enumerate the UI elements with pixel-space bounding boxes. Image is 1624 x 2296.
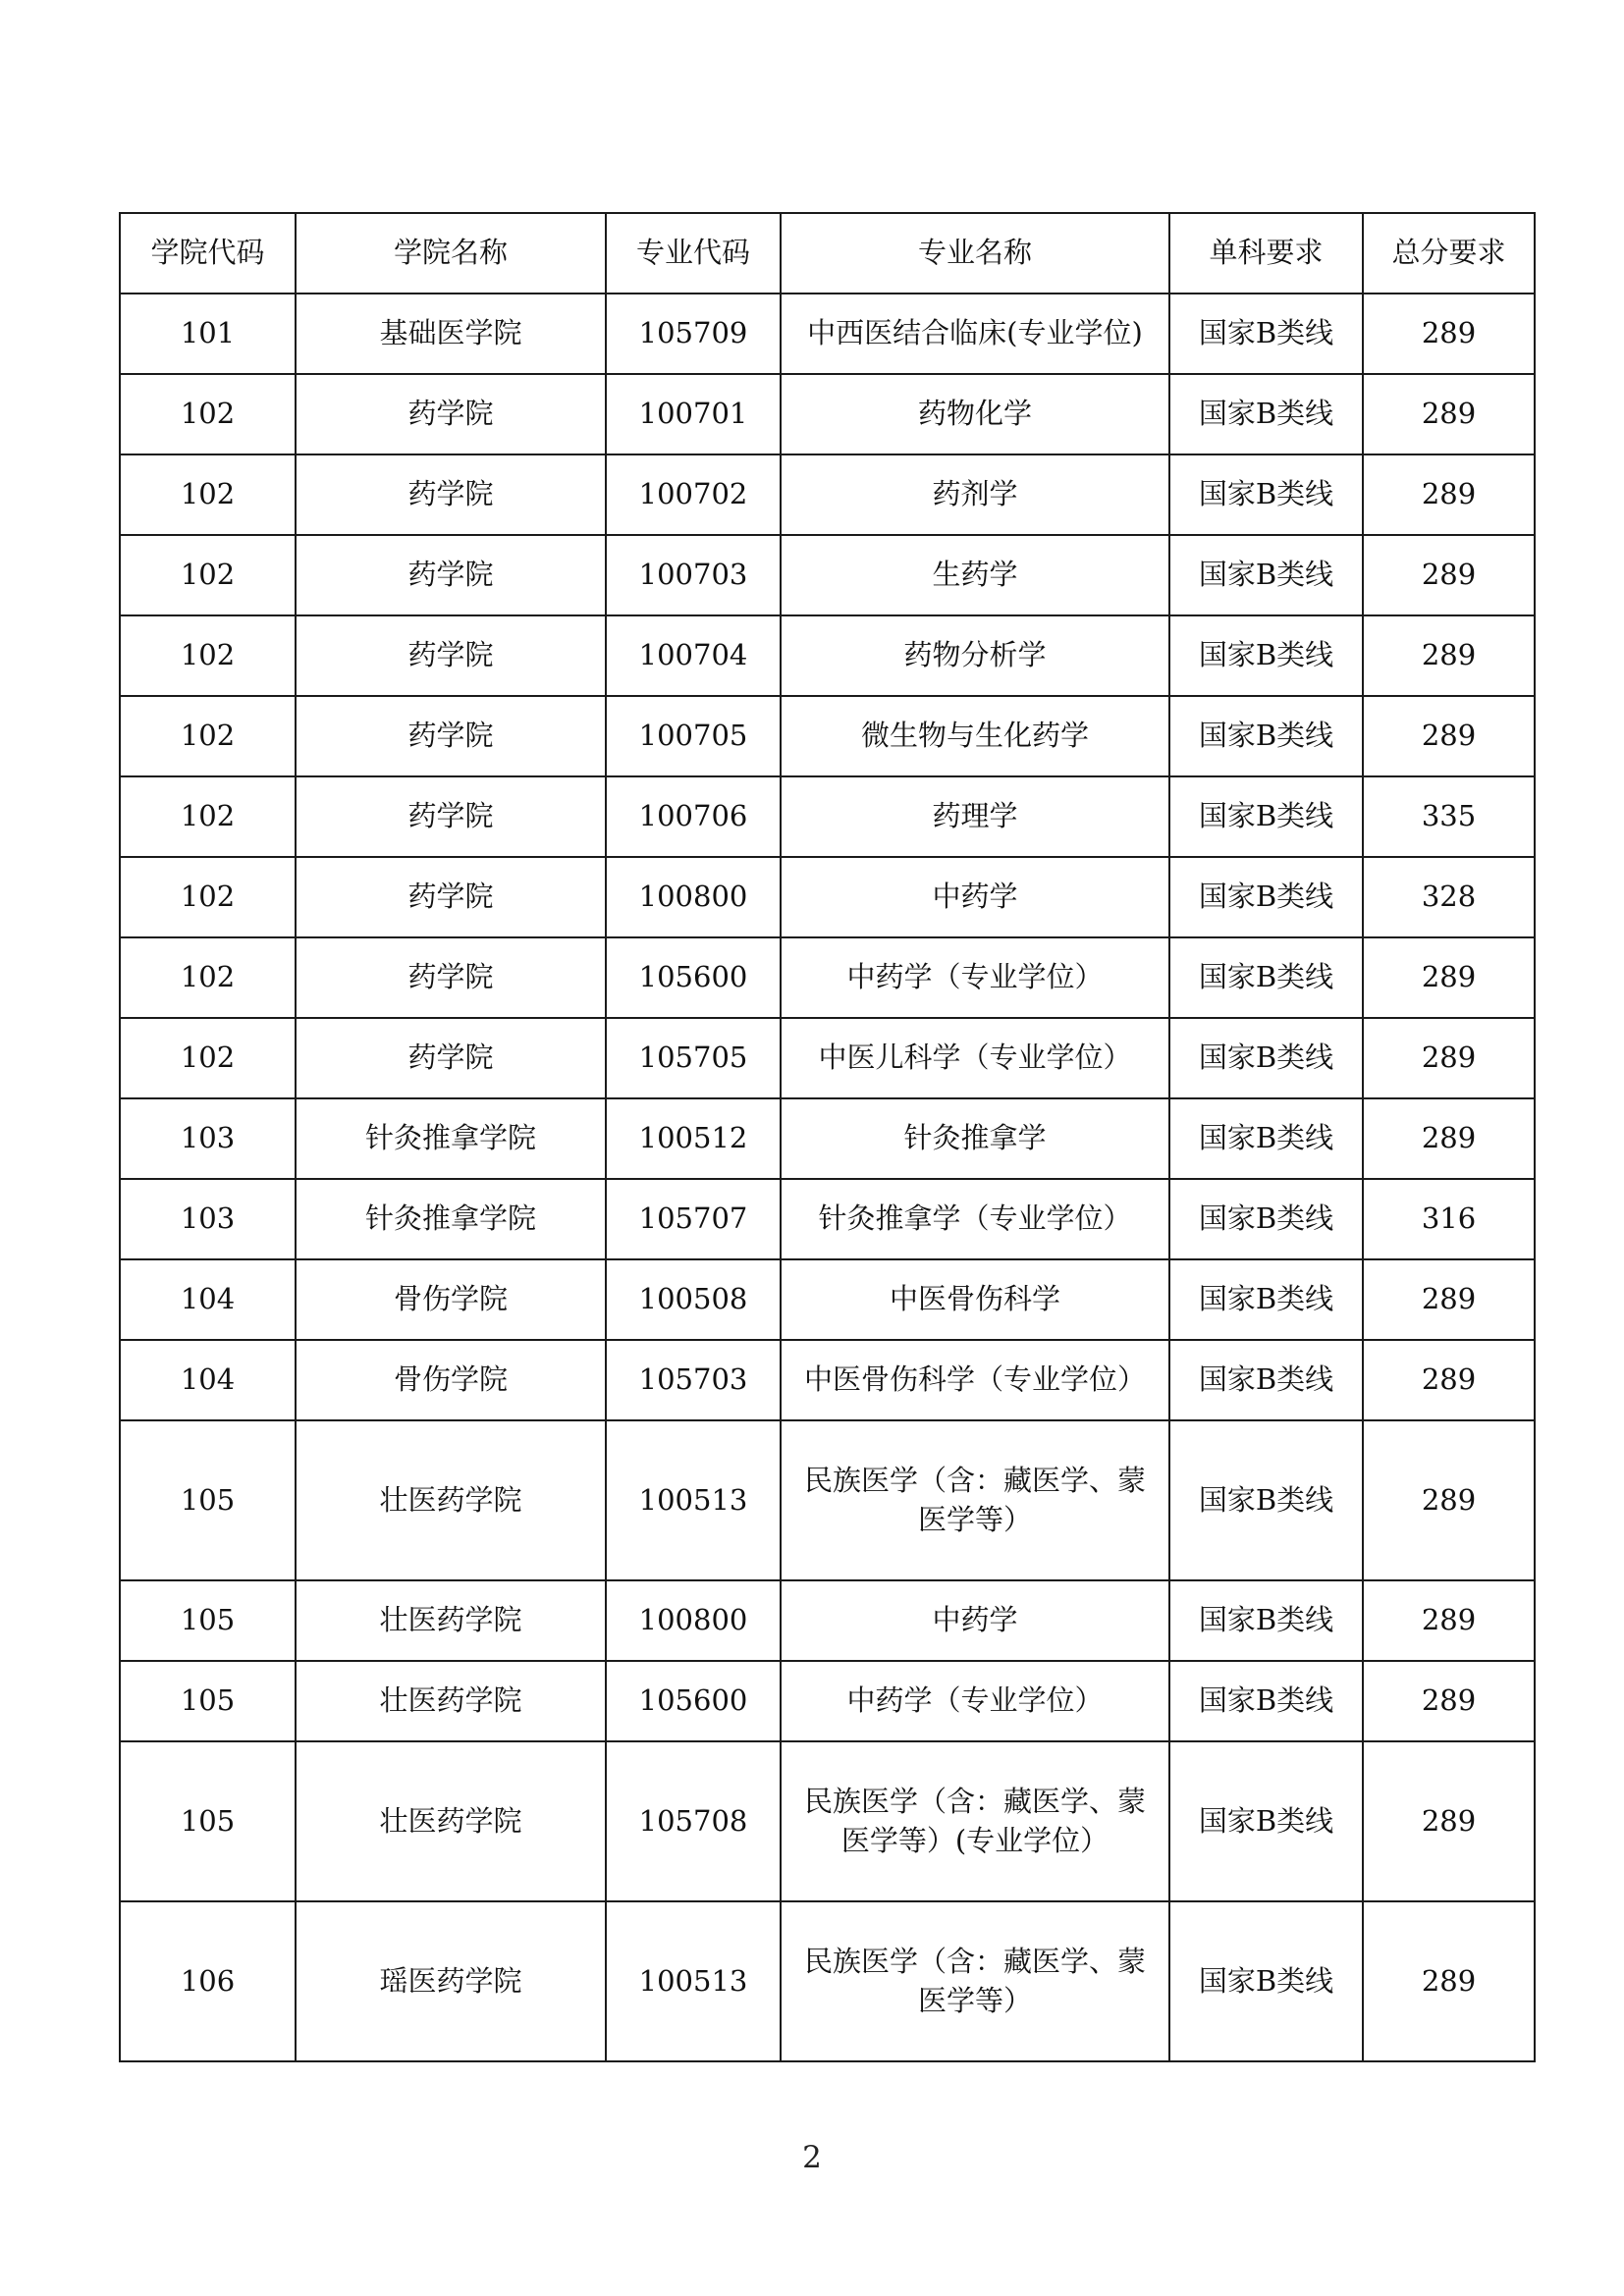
- cell-major-code: 100703: [606, 535, 781, 615]
- cell-single-requirement: 国家B类线: [1169, 776, 1363, 857]
- cell-major-name: 中医骨伤科学: [781, 1259, 1169, 1340]
- cell-total-requirement: 289: [1363, 615, 1535, 696]
- cell-total-requirement: 289: [1363, 1661, 1535, 1741]
- table-row: [120, 1340, 1535, 1420]
- cell-major-code: 105600: [606, 937, 781, 1018]
- cell-major-name: 药物化学: [781, 374, 1169, 454]
- header-major-code: 专业代码: [606, 213, 781, 294]
- header-single-requirement: 单科要求: [1169, 213, 1363, 294]
- cell-major-code: 100706: [606, 776, 781, 857]
- table-row: [120, 1018, 1535, 1098]
- cell-college-code: 105: [120, 1420, 296, 1580]
- cell-total-requirement: 289: [1363, 1741, 1535, 1901]
- cell-total-requirement: 316: [1363, 1179, 1535, 1259]
- cell-major-name: 中西医结合临床(专业学位): [781, 294, 1169, 374]
- cell-college-name: 药学院: [296, 535, 606, 615]
- cell-single-requirement: 国家B类线: [1169, 1259, 1363, 1340]
- cell-single-requirement: 国家B类线: [1169, 535, 1363, 615]
- cell-total-requirement: 289: [1363, 1901, 1535, 2061]
- table-row: [120, 857, 1535, 937]
- table-row: [120, 696, 1535, 776]
- header-college-code: 学院代码: [120, 213, 296, 294]
- cell-major-name: 中药学（专业学位）: [781, 937, 1169, 1018]
- table-row: [120, 535, 1535, 615]
- cell-college-code: 103: [120, 1098, 296, 1179]
- cell-total-requirement: 289: [1363, 937, 1535, 1018]
- admission-score-table: [119, 212, 1536, 2062]
- cell-total-requirement: 289: [1363, 294, 1535, 374]
- cell-total-requirement: 289: [1363, 1580, 1535, 1661]
- cell-major-code: 100508: [606, 1259, 781, 1340]
- cell-major-code: 100513: [606, 1901, 781, 2061]
- cell-single-requirement: 国家B类线: [1169, 1179, 1363, 1259]
- cell-college-code: 102: [120, 535, 296, 615]
- cell-major-name: 民族医学（含：藏医学、蒙医学等）: [781, 1420, 1169, 1580]
- cell-college-name: 药学院: [296, 776, 606, 857]
- cell-single-requirement: 国家B类线: [1169, 1661, 1363, 1741]
- cell-single-requirement: 国家B类线: [1169, 294, 1363, 374]
- cell-college-name: 骨伤学院: [296, 1340, 606, 1420]
- cell-college-code: 102: [120, 937, 296, 1018]
- cell-college-code: 106: [120, 1901, 296, 2061]
- table-row: [120, 1420, 1535, 1580]
- cell-college-name: 药学院: [296, 454, 606, 535]
- cell-major-code: 100702: [606, 454, 781, 535]
- cell-major-code: 105708: [606, 1741, 781, 1901]
- cell-college-code: 102: [120, 615, 296, 696]
- cell-college-name: 壮医药学院: [296, 1661, 606, 1741]
- table-body: [120, 294, 1535, 2061]
- cell-major-code: 100512: [606, 1098, 781, 1179]
- cell-single-requirement: 国家B类线: [1169, 1420, 1363, 1580]
- table-row: [120, 1259, 1535, 1340]
- cell-total-requirement: 289: [1363, 1098, 1535, 1179]
- cell-college-code: 102: [120, 374, 296, 454]
- table-row: [120, 1741, 1535, 1901]
- cell-college-code: 105: [120, 1580, 296, 1661]
- cell-total-requirement: 289: [1363, 1259, 1535, 1340]
- cell-single-requirement: 国家B类线: [1169, 1580, 1363, 1661]
- cell-total-requirement: 289: [1363, 535, 1535, 615]
- cell-college-name: 瑶医药学院: [296, 1901, 606, 2061]
- cell-college-code: 102: [120, 857, 296, 937]
- cell-major-name: 针灸推拿学: [781, 1098, 1169, 1179]
- page-number: 2: [802, 2140, 822, 2175]
- table-row: [120, 1580, 1535, 1661]
- cell-single-requirement: 国家B类线: [1169, 615, 1363, 696]
- cell-college-code: 105: [120, 1661, 296, 1741]
- cell-single-requirement: 国家B类线: [1169, 1901, 1363, 2061]
- cell-single-requirement: 国家B类线: [1169, 696, 1363, 776]
- cell-major-name: 药剂学: [781, 454, 1169, 535]
- cell-major-name: 中药学: [781, 857, 1169, 937]
- cell-major-code: 100800: [606, 1580, 781, 1661]
- cell-college-name: 药学院: [296, 374, 606, 454]
- table-row: [120, 615, 1535, 696]
- cell-single-requirement: 国家B类线: [1169, 1741, 1363, 1901]
- cell-college-code: 102: [120, 776, 296, 857]
- cell-total-requirement: 289: [1363, 696, 1535, 776]
- cell-college-code: 102: [120, 1018, 296, 1098]
- cell-single-requirement: 国家B类线: [1169, 454, 1363, 535]
- table-row: [120, 1661, 1535, 1741]
- cell-total-requirement: 335: [1363, 776, 1535, 857]
- cell-major-name: 中医儿科学（专业学位）: [781, 1018, 1169, 1098]
- cell-major-code: 100800: [606, 857, 781, 937]
- cell-college-code: 102: [120, 696, 296, 776]
- cell-major-code: 105709: [606, 294, 781, 374]
- cell-total-requirement: 289: [1363, 454, 1535, 535]
- cell-college-name: 药学院: [296, 615, 606, 696]
- cell-college-name: 针灸推拿学院: [296, 1098, 606, 1179]
- cell-total-requirement: 328: [1363, 857, 1535, 937]
- cell-major-code: 105600: [606, 1661, 781, 1741]
- cell-major-code: 100701: [606, 374, 781, 454]
- cell-major-code: 100705: [606, 696, 781, 776]
- table-row: [120, 294, 1535, 374]
- cell-college-name: 壮医药学院: [296, 1580, 606, 1661]
- cell-major-name: 微生物与生化药学: [781, 696, 1169, 776]
- cell-total-requirement: 289: [1363, 374, 1535, 454]
- cell-college-code: 103: [120, 1179, 296, 1259]
- cell-college-name: 基础医学院: [296, 294, 606, 374]
- table-row: [120, 454, 1535, 535]
- cell-major-code: 100513: [606, 1420, 781, 1580]
- cell-college-name: 壮医药学院: [296, 1741, 606, 1901]
- cell-major-code: 105703: [606, 1340, 781, 1420]
- cell-single-requirement: 国家B类线: [1169, 374, 1363, 454]
- cell-college-code: 104: [120, 1340, 296, 1420]
- cell-major-code: 100704: [606, 615, 781, 696]
- cell-major-name: 药理学: [781, 776, 1169, 857]
- cell-single-requirement: 国家B类线: [1169, 1340, 1363, 1420]
- table-header-row: [120, 213, 1535, 294]
- header-total-requirement: 总分要求: [1363, 213, 1535, 294]
- cell-total-requirement: 289: [1363, 1018, 1535, 1098]
- cell-major-name: 中医骨伤科学（专业学位）: [781, 1340, 1169, 1420]
- cell-total-requirement: 289: [1363, 1340, 1535, 1420]
- cell-major-name: 民族医学（含：藏医学、蒙医学等）: [781, 1901, 1169, 2061]
- cell-major-name: 药物分析学: [781, 615, 1169, 696]
- header-major-name: 专业名称: [781, 213, 1169, 294]
- cell-college-name: 壮医药学院: [296, 1420, 606, 1580]
- cell-major-name: 民族医学（含：藏医学、蒙医学等）(专业学位）: [781, 1741, 1169, 1901]
- cell-major-name: 针灸推拿学（专业学位）: [781, 1179, 1169, 1259]
- cell-college-name: 药学院: [296, 857, 606, 937]
- table-row: [120, 1098, 1535, 1179]
- table-row: [120, 937, 1535, 1018]
- cell-college-code: 105: [120, 1741, 296, 1901]
- cell-college-code: 101: [120, 294, 296, 374]
- cell-college-code: 102: [120, 454, 296, 535]
- cell-major-name: 中药学: [781, 1580, 1169, 1661]
- cell-single-requirement: 国家B类线: [1169, 1018, 1363, 1098]
- table-row: [120, 776, 1535, 857]
- table-row: [120, 1901, 1535, 2061]
- cell-college-code: 104: [120, 1259, 296, 1340]
- table-row: [120, 1179, 1535, 1259]
- cell-major-name: 中药学（专业学位）: [781, 1661, 1169, 1741]
- cell-single-requirement: 国家B类线: [1169, 1098, 1363, 1179]
- table-row: [120, 374, 1535, 454]
- cell-college-name: 骨伤学院: [296, 1259, 606, 1340]
- cell-major-code: 105707: [606, 1179, 781, 1259]
- cell-major-name: 生药学: [781, 535, 1169, 615]
- cell-single-requirement: 国家B类线: [1169, 857, 1363, 937]
- cell-college-name: 药学院: [296, 1018, 606, 1098]
- cell-single-requirement: 国家B类线: [1169, 937, 1363, 1018]
- cell-total-requirement: 289: [1363, 1420, 1535, 1580]
- cell-college-name: 针灸推拿学院: [296, 1179, 606, 1259]
- cell-college-name: 药学院: [296, 696, 606, 776]
- cell-major-code: 105705: [606, 1018, 781, 1098]
- cell-college-name: 药学院: [296, 937, 606, 1018]
- header-college-name: 学院名称: [296, 213, 606, 294]
